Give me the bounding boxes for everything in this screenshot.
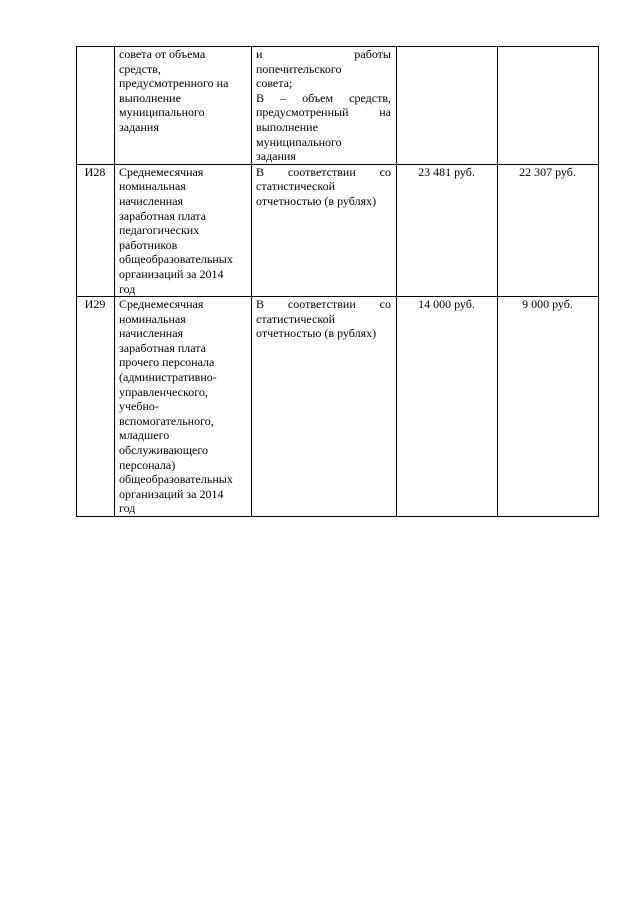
method-line: муниципального: [256, 134, 342, 149]
method-line: В – объем средств,: [256, 90, 391, 105]
indicator-line: заработная плата: [119, 208, 206, 223]
value-cell-a: 14 000 руб.: [397, 297, 498, 517]
table-row-continuation: [77, 47, 599, 165]
value-cell-a: 23 481 руб.: [397, 164, 498, 296]
method-line: предусмотренный на: [256, 105, 391, 120]
table-row-i28: [77, 164, 599, 296]
method-line: выполнение: [256, 119, 318, 134]
indicator-line: обслуживающего: [119, 443, 208, 458]
row-id-cell: [77, 47, 115, 165]
indicator-line: (административно-: [119, 370, 217, 385]
indicator-line: задания: [119, 119, 159, 134]
indicator-line: выполнение: [119, 90, 181, 105]
indicator-line: предусмотренного на: [119, 76, 229, 91]
indicator-line: управленческого,: [119, 384, 208, 399]
indicator-line: год: [119, 501, 136, 516]
indicator-line: год: [119, 281, 136, 296]
indicator-line: общеобразовательных: [119, 472, 233, 487]
method-line: статистической: [256, 179, 336, 194]
indicator-line: Среднемесячная: [119, 297, 204, 312]
indicator-line: организаций за 2014: [119, 266, 224, 281]
indicator-line: номинальная: [119, 311, 186, 326]
row-id-cell: И29: [77, 297, 115, 517]
indicator-line: начисленная: [119, 326, 184, 341]
indicator-line: номинальная: [119, 179, 186, 194]
indicator-cell: [115, 164, 252, 296]
indicator-line: общеобразовательных: [119, 252, 233, 267]
value-cell-b: 9 000 руб.: [498, 297, 599, 517]
indicator-cell: [115, 297, 252, 517]
indicator-line: средств,: [119, 61, 161, 76]
method-cell: [252, 297, 397, 517]
method-line: совета;: [256, 76, 293, 91]
indicator-line: вспомогательного,: [119, 413, 214, 428]
value-cell-a: [397, 47, 498, 165]
row-id-cell: И28: [77, 164, 115, 296]
indicator-line: заработная плата: [119, 340, 206, 355]
indicator-line: Среднемесячная: [119, 164, 204, 179]
indicator-table: [76, 46, 599, 517]
indicator-line: персонала): [119, 457, 176, 472]
method-line: отчетностью (в рублях): [256, 193, 377, 208]
method-line: В соответствии со: [256, 297, 391, 312]
indicator-line: организаций за 2014: [119, 486, 224, 501]
method-line: и работы: [256, 47, 391, 61]
value-cell-b: [498, 47, 599, 165]
table-row-i29: [77, 297, 599, 517]
method-line: В соответствии со: [256, 164, 391, 179]
indicator-line: прочего персонала: [119, 355, 215, 370]
method-line: статистической: [256, 311, 336, 326]
indicator-line: начисленная: [119, 193, 184, 208]
method-line: задания: [256, 149, 296, 164]
method-cell: [252, 164, 397, 296]
indicator-line: работников: [119, 237, 178, 252]
indicator-line: муниципального: [119, 105, 205, 120]
indicator-line: совета от объема: [119, 47, 206, 61]
method-cell: [252, 47, 397, 165]
value-cell-b: 22 307 руб.: [498, 164, 599, 296]
indicator-cell: [115, 47, 252, 165]
method-line: отчетностью (в рублях): [256, 326, 377, 341]
indicator-line: младшего: [119, 428, 170, 443]
indicator-line: учебно-: [119, 399, 159, 414]
indicator-line: педагогических: [119, 223, 200, 238]
method-line: попечительского: [256, 61, 342, 76]
